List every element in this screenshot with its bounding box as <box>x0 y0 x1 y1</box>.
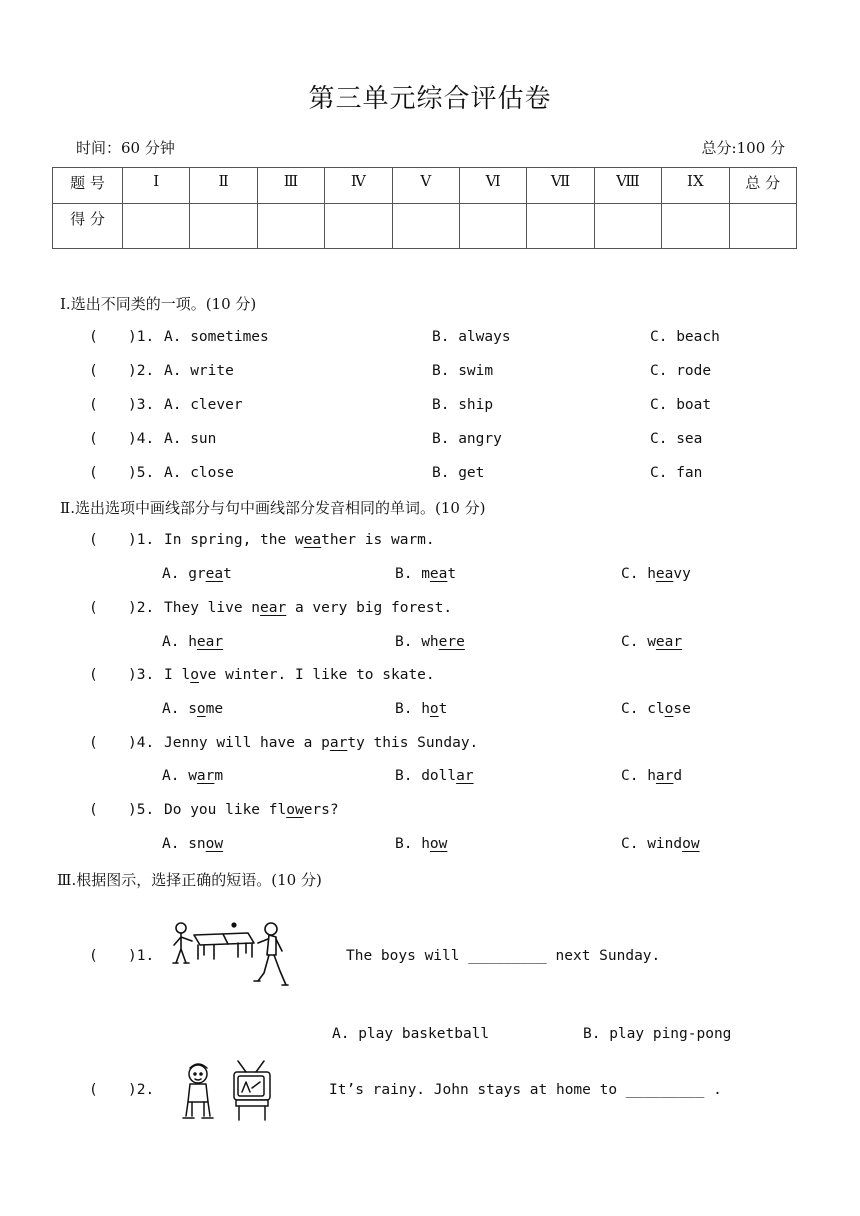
option-a: A. close <box>164 465 234 481</box>
option-c: C. hard <box>621 768 683 784</box>
score-cell[interactable] <box>123 204 190 249</box>
column-header: ⅠX <box>662 168 729 204</box>
option-b: B. swim <box>432 363 494 379</box>
question-sentence: It’s rainy. John stays at home to _________ . <box>329 1082 722 1098</box>
option-b: B. get <box>432 465 485 481</box>
question-sentence: The boys will _________ next Sunday. <box>346 948 661 964</box>
option-c: C. heavy <box>621 566 691 582</box>
underlined-letters: o <box>429 701 439 717</box>
option-c: C. fan <box>650 465 703 481</box>
column-header: Ⅶ <box>527 168 594 204</box>
time-label: 时间：60 分钟 <box>76 139 175 157</box>
column-header: Ⅷ <box>594 168 661 204</box>
score-table <box>52 167 797 249</box>
ping-pong-players-illustration <box>168 915 290 995</box>
score-cell[interactable] <box>459 204 526 249</box>
column-header: Ⅵ <box>459 168 526 204</box>
option-b: B. how <box>395 836 448 852</box>
column-header: Ⅰ <box>123 168 190 204</box>
underlined-letters: ar <box>456 768 474 784</box>
column-header: Ⅳ <box>325 168 392 204</box>
option-a: A. write <box>164 363 234 379</box>
question-sentence: Do you like flowers? <box>164 802 339 818</box>
option-b: B. ship <box>432 397 494 413</box>
option-b: B. angry <box>432 431 502 447</box>
column-header: 总 分 <box>729 168 796 204</box>
answer-paren[interactable]: ( <box>89 397 98 413</box>
option-a: A. some <box>162 701 224 717</box>
underlined-letters: ere <box>438 634 465 650</box>
score-cell[interactable] <box>190 204 257 249</box>
question-number: )2. <box>128 363 155 379</box>
question-number: )4. <box>128 431 155 447</box>
score-table-score-row <box>53 204 797 249</box>
question-number: )3. <box>128 397 155 413</box>
question-number: )2. <box>128 600 155 616</box>
question-number: )4. <box>128 735 155 751</box>
question-number: )1. <box>128 948 155 964</box>
score-cell[interactable] <box>662 204 729 249</box>
section-1-heading: Ⅰ.选出不同类的一项。(10 分) <box>60 295 257 313</box>
option-c: C. rode <box>650 363 712 379</box>
question-number: )1. <box>128 329 155 345</box>
column-header: Ⅱ <box>190 168 257 204</box>
underlined-letters: ow <box>682 836 700 852</box>
answer-paren[interactable]: ( <box>89 802 98 818</box>
answer-paren[interactable]: ( <box>89 329 98 345</box>
question-sentence: In spring, the weather is warm. <box>164 532 435 548</box>
option-a: A. hear <box>162 634 224 650</box>
underlined-letters: ear <box>260 600 287 616</box>
underlined-letters: o <box>196 701 206 717</box>
question-number: )2. <box>128 1082 155 1098</box>
option-a: A. snow <box>162 836 224 852</box>
option-b: B. always <box>432 329 511 345</box>
option-c: C. boat <box>650 397 712 413</box>
option-b: B. dollar <box>395 768 474 784</box>
answer-paren[interactable]: ( <box>89 1082 98 1098</box>
answer-paren[interactable]: ( <box>89 600 98 616</box>
option-a: A. great <box>162 566 232 582</box>
option-b: B. where <box>395 634 465 650</box>
question-number: )1. <box>128 532 155 548</box>
answer-paren[interactable]: ( <box>89 735 98 751</box>
option-a: A. clever <box>164 397 243 413</box>
question-sentence: I love winter. I like to skate. <box>164 667 435 683</box>
score-cell[interactable] <box>257 204 324 249</box>
column-header: Ⅴ <box>392 168 459 204</box>
underlined-letters: ar <box>329 735 348 751</box>
page-title: 第三单元综合评估卷 <box>308 84 552 114</box>
column-header: Ⅲ <box>257 168 324 204</box>
option-b: B. hot <box>395 701 448 717</box>
boy-watching-tv-illustration <box>180 1058 278 1122</box>
underlined-letters: ow <box>205 836 224 852</box>
score-cell[interactable] <box>594 204 661 249</box>
underlined-letters: ea <box>205 566 224 582</box>
option-c: C. sea <box>650 431 703 447</box>
option-a: A. sometimes <box>164 329 269 345</box>
option-c: C. window <box>621 836 700 852</box>
underlined-letters: ar <box>655 768 674 784</box>
score-row-label: 得 分 <box>53 204 123 249</box>
answer-paren[interactable]: ( <box>89 465 98 481</box>
total-score-label: 总分:100 分 <box>701 139 785 157</box>
answer-paren[interactable]: ( <box>89 948 98 964</box>
score-cell[interactable] <box>325 204 392 249</box>
score-table-header-row <box>53 168 797 204</box>
underlined-letters: o <box>190 667 199 683</box>
answer-paren[interactable]: ( <box>89 532 98 548</box>
underlined-letters: ea <box>429 566 448 582</box>
underlined-letters: ear <box>196 634 224 650</box>
answer-paren[interactable]: ( <box>89 667 98 683</box>
question-number: )5. <box>128 465 155 481</box>
option-a: A. play basketball <box>332 1026 490 1042</box>
underlined-letters: o <box>664 701 674 717</box>
question-number: )3. <box>128 667 155 683</box>
section-3-heading: Ⅲ.根据图示，选择正确的短语。(10 分) <box>57 871 322 889</box>
answer-paren[interactable]: ( <box>89 431 98 447</box>
answer-paren[interactable]: ( <box>89 363 98 379</box>
score-cell[interactable] <box>392 204 459 249</box>
underlined-letters: ea <box>303 532 322 548</box>
option-b: B. meat <box>395 566 457 582</box>
option-c: C. wear <box>621 634 683 650</box>
option-c: C. beach <box>650 329 720 345</box>
question-sentence: They live near a very big forest. <box>164 600 453 616</box>
score-cell[interactable] <box>729 204 796 249</box>
score-cell[interactable] <box>527 204 594 249</box>
question-sentence: Jenny will have a party this Sunday. <box>164 735 479 751</box>
underlined-letters: ow <box>286 802 304 818</box>
option-b: B. play ping-pong <box>583 1026 732 1042</box>
option-a: A. warm <box>162 768 224 784</box>
option-c: C. close <box>621 701 691 717</box>
underlined-letters: ea <box>655 566 674 582</box>
question-number-header: 题 号 <box>53 168 123 204</box>
question-number: )5. <box>128 802 155 818</box>
underlined-letters: ow <box>429 836 448 852</box>
section-2-heading: Ⅱ.选出选项中画线部分与句中画线部分发音相同的单词。(10 分) <box>60 499 486 517</box>
underlined-letters: ar <box>196 768 215 784</box>
underlined-letters: ear <box>655 634 683 650</box>
option-a: A. sun <box>164 431 217 447</box>
